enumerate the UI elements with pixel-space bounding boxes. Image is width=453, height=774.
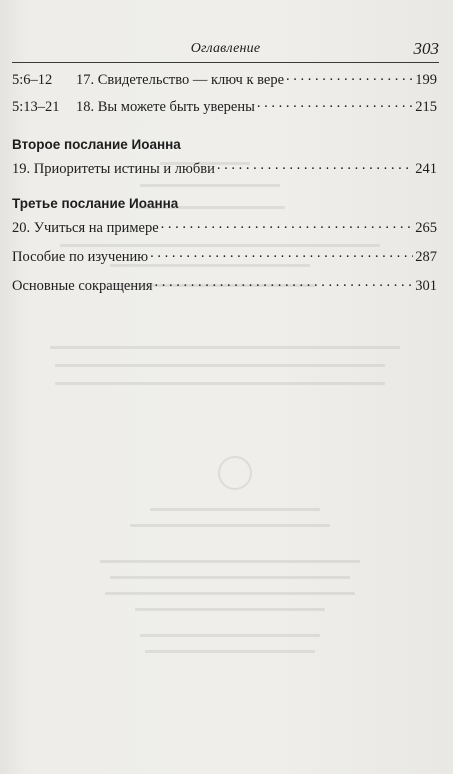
running-title: Оглавление [190,41,261,56]
toc-entry-title: 18. Вы можете быть уверены [76,99,255,115]
toc-entry-page: 215 [415,99,437,115]
toc-entry-reference: 5:13–21 [12,99,60,115]
toc-entry-title: 20. Учиться на примере [12,220,159,236]
toc-entry-title: 19. Приоритеты истины и любви [12,161,215,177]
section-heading: Второе послание Иоанна [12,137,181,152]
dot-leader [150,247,413,261]
toc-entry [12,247,437,266]
dot-leader [257,97,413,111]
toc-entry-title: 17. Свидетельство — ключ к вере [76,72,285,88]
toc-entry-page: 301 [415,278,437,294]
toc-entry-title: Пособие по изучению [12,249,149,265]
header-rule [12,62,439,63]
dot-leader [161,218,414,232]
dot-leader [155,276,414,290]
page-header [12,38,439,60]
toc-entry [12,218,437,237]
toc-entry [12,97,437,116]
toc-entry [12,70,437,89]
toc-entry [12,159,437,178]
toc-entry-title: Основные сокращения [12,278,153,294]
table-of-contents [12,70,437,295]
section-heading: Третье послание Иоанна [12,196,179,211]
toc-entry-page: 287 [415,249,437,265]
toc-entry-page: 199 [415,72,437,88]
page-number: 303 [413,39,439,58]
dot-leader [217,159,413,173]
toc-entry [12,276,437,295]
toc-entry-page: 265 [415,220,437,236]
toc-entry-page: 241 [415,161,437,177]
toc-entry-reference: 5:6–12 [12,72,53,88]
dot-leader [286,70,413,84]
